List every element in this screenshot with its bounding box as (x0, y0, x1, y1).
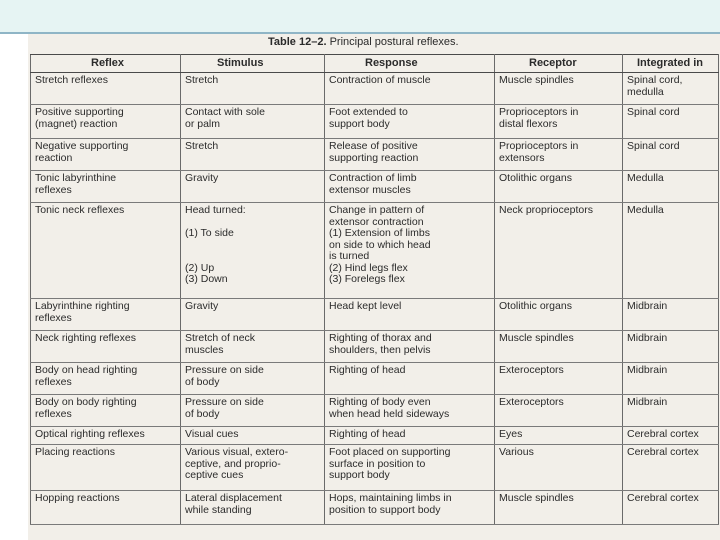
receptor-cell: Muscle spindles (495, 491, 623, 525)
integrated-in-cell: Midbrain (623, 331, 719, 363)
receptor-cell: Neck proprioceptors (495, 203, 623, 299)
receptor-cell: Proprioceptors in distal flexors (495, 105, 623, 139)
column-header-receptor: Receptor (495, 55, 623, 73)
column-header-reflex: Reflex (31, 55, 181, 73)
scanned-page (28, 34, 720, 540)
stimulus-cell: Lateral displacement while standing (181, 491, 325, 525)
receptor-cell: Otolithic organs (495, 299, 623, 331)
table-row (31, 491, 719, 525)
integrated-in-cell: Spinal cord (623, 105, 719, 139)
reflex-cell: Body on head righting reflexes (31, 363, 181, 395)
table-row (31, 139, 719, 171)
stimulus-cell: Stretch of neck muscles (181, 331, 325, 363)
stimulus-cell: Stretch (181, 73, 325, 105)
table-row (31, 171, 719, 203)
table-row (31, 427, 719, 445)
reflex-cell: Body on body righting reflexes (31, 395, 181, 427)
receptor-cell: Various (495, 445, 623, 491)
reflex-cell: Tonic neck reflexes (31, 203, 181, 299)
table-caption (268, 36, 459, 48)
receptor-cell: Proprioceptors in extensors (495, 139, 623, 171)
integrated-in-cell: Medulla (623, 203, 719, 299)
receptor-cell: Exteroceptors (495, 395, 623, 427)
integrated-in-cell: Midbrain (623, 363, 719, 395)
column-header-response: Response (325, 55, 495, 73)
receptor-cell: Eyes (495, 427, 623, 445)
reflex-cell: Positive supporting (magnet) reaction (31, 105, 181, 139)
table-row (31, 445, 719, 491)
table-caption-title: Principal postural reflexes. (329, 36, 459, 48)
integrated-in-cell: Cerebral cortex (623, 445, 719, 491)
response-cell: Foot extended to support body (325, 105, 495, 139)
integrated-in-cell: Midbrain (623, 299, 719, 331)
receptor-cell: Exteroceptors (495, 363, 623, 395)
stimulus-cell: Gravity (181, 299, 325, 331)
stimulus-cell: Gravity (181, 171, 325, 203)
response-cell: Righting of head (325, 363, 495, 395)
receptor-cell: Muscle spindles (495, 331, 623, 363)
reflex-cell: Negative supporting reaction (31, 139, 181, 171)
response-cell: Change in pattern of extensor contraction (1) Extension of limbs on side to which head is turned (2) Hind legs flex (3) Forelegs flex (325, 203, 495, 299)
integrated-in-cell: Medulla (623, 171, 719, 203)
integrated-in-cell: Spinal cord, medulla (623, 73, 719, 105)
stimulus-cell: Various visual, extero- ceptive, and proprio- ceptive cues (181, 445, 325, 491)
response-cell: Contraction of limb extensor muscles (325, 171, 495, 203)
stimulus-cell: Stretch (181, 139, 325, 171)
stimulus-cell: Contact with sole or palm (181, 105, 325, 139)
slide-header-band (0, 0, 720, 32)
reflex-cell: Tonic labyrinthine reflexes (31, 171, 181, 203)
integrated-in-cell: Spinal cord (623, 139, 719, 171)
table-row (31, 331, 719, 363)
column-header-integrated-in: Integrated in (623, 55, 719, 73)
response-cell: Hops, maintaining limbs in position to support body (325, 491, 495, 525)
integrated-in-cell: Cerebral cortex (623, 491, 719, 525)
table-row (31, 395, 719, 427)
stimulus-cell: Visual cues (181, 427, 325, 445)
table-row (31, 363, 719, 395)
postural-reflexes-table (30, 54, 719, 525)
stimulus-cell: Pressure on side of body (181, 395, 325, 427)
stimulus-cell: Head turned: (1) To side (2) Up (3) Down (181, 203, 325, 299)
table-row (31, 105, 719, 139)
reflex-cell: Stretch reflexes (31, 73, 181, 105)
integrated-in-cell: Cerebral cortex (623, 427, 719, 445)
table-row (31, 203, 719, 299)
column-header-stimulus: Stimulus (181, 55, 325, 73)
response-cell: Head kept level (325, 299, 495, 331)
stimulus-cell: Pressure on side of body (181, 363, 325, 395)
reflex-cell: Optical righting reflexes (31, 427, 181, 445)
table-row (31, 299, 719, 331)
reflex-cell: Hopping reactions (31, 491, 181, 525)
reflex-cell: Placing reactions (31, 445, 181, 491)
response-cell: Foot placed on supporting surface in position to support body (325, 445, 495, 491)
table-row (31, 73, 719, 105)
reflex-cell: Neck righting reflexes (31, 331, 181, 363)
table-header-row (31, 55, 719, 73)
response-cell: Righting of head (325, 427, 495, 445)
receptor-cell: Muscle spindles (495, 73, 623, 105)
table-caption-number: Table 12–2. (268, 36, 327, 48)
response-cell: Righting of thorax and shoulders, then pelvis (325, 331, 495, 363)
response-cell: Contraction of muscle (325, 73, 495, 105)
response-cell: Righting of body even when head held sideways (325, 395, 495, 427)
response-cell: Release of positive supporting reaction (325, 139, 495, 171)
receptor-cell: Otolithic organs (495, 171, 623, 203)
integrated-in-cell: Midbrain (623, 395, 719, 427)
reflex-cell: Labyrinthine righting reflexes (31, 299, 181, 331)
